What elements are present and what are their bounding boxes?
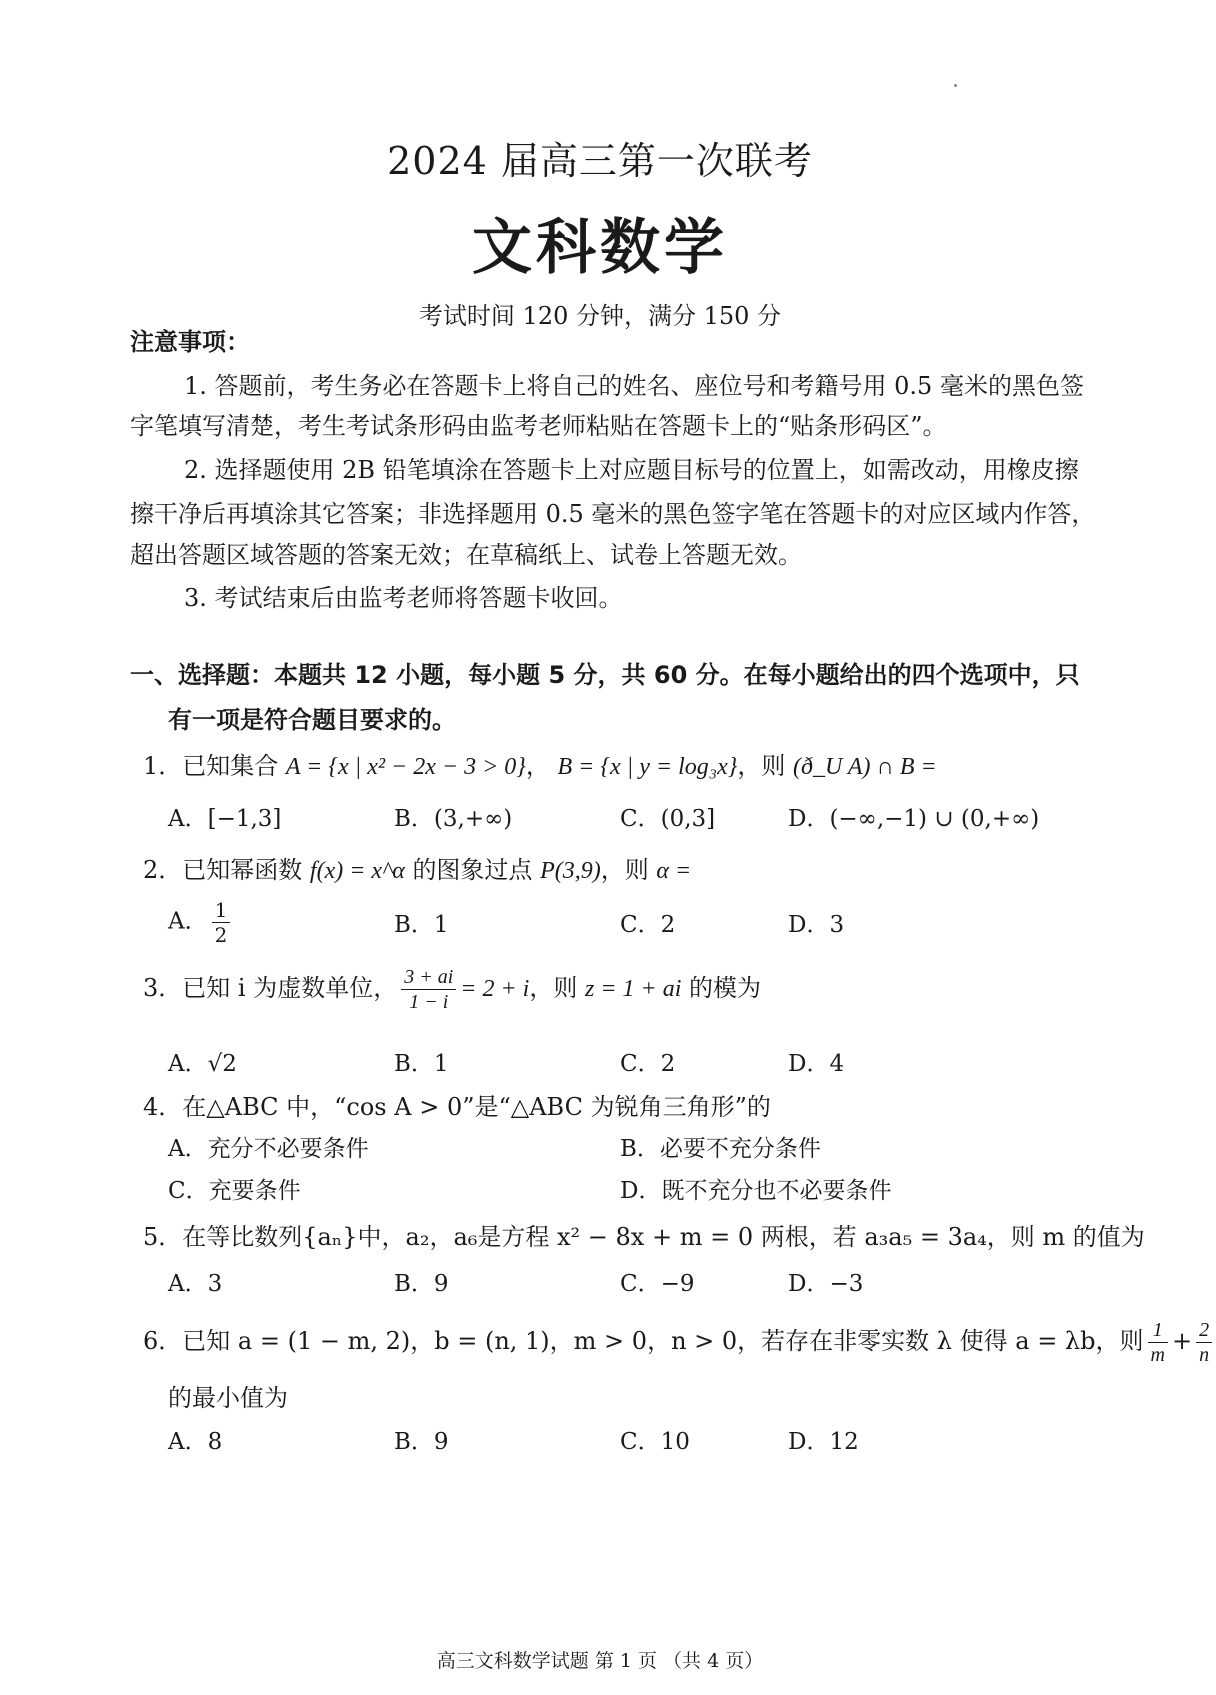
q1-option-a: A．[−1,3] [168,806,282,832]
question-5 [143,1217,1145,1252]
math-expr: = 2 + i [460,976,530,1002]
notice-item-2-line-3: 超出答题区域答题的答案无效；在草稿纸上、试卷上答题无效。 [130,541,802,569]
math-expr: B = {x | y = log₃x} [557,754,738,780]
question-text: 已知 a = (1 − m, 2)，b = (n, 1)，m > 0，n > 0，若存在非零实数 λ 使得 a = λb，则 [182,1327,1144,1355]
q4-option-a: A．充分不必要条件 [168,1136,369,1162]
fraction [401,965,456,1014]
math-expr: P(3,9) [540,858,601,884]
math-expr: (ð_U A) ∩ B = [792,754,937,780]
fraction [1196,1318,1212,1367]
question-3 [143,965,1093,1014]
q3-option-b: B．1 [394,1051,449,1077]
q2-option-d: D．3 [788,912,845,938]
q5-option-d: D．−3 [788,1271,864,1297]
q6-option-d: D．12 [788,1429,859,1455]
exam-title: 2024 届高三第一次联考 [387,139,813,183]
q5-option-a: A．3 [168,1271,223,1297]
q2-option-c: C．2 [620,912,676,938]
q1-option-b: B．(3,+∞) [394,806,513,832]
fraction-numerator: 1 [212,898,231,923]
fraction-denominator: m [1150,1344,1165,1366]
question-1 [143,746,1093,781]
fraction-numerator: 2 [1196,1318,1212,1343]
notice-item-2-line-2: 擦干净后再填涂其它答案；非选择题用 0.5 毫米的黑色签字笔在答题卡的对应区域内作答， [130,500,1096,528]
subject-title: 文科数学 [472,213,728,283]
q6-option-b: B．9 [394,1429,449,1455]
q5-option-b: B．9 [394,1271,449,1297]
math-expr: α = [656,858,692,884]
q6-option-c: C．10 [620,1429,690,1455]
scan-speck [954,84,957,87]
q5-option-c: C．−9 [620,1271,695,1297]
notice-heading: 注意事项： [130,328,250,356]
question-text: ，则 [737,752,786,780]
page-footer: 高三文科数学试题 第 1 页 （共 4 页） [436,1650,764,1672]
question-4 [143,1087,1093,1122]
q3-option-c: C．2 [620,1051,676,1077]
question-text: 已知集合 [182,752,279,780]
q4-option-b: B．必要不充分条件 [620,1136,821,1162]
fraction-denominator: 1 − i [409,991,449,1013]
fraction-denominator: n [1199,1344,1210,1366]
fraction [1148,1318,1168,1367]
notice-item-1-line-2: 字笔填写清楚，考生考试条形码由监考老师粘贴在答题卡上的“贴条形码区”。 [130,412,947,440]
q1-option-d: D．(−∞,−1) ∪ (0,+∞) [788,806,1040,832]
fraction-denominator: 2 [214,923,228,947]
question-text: ，则 [600,856,649,884]
fraction-numerator: 3 + ai [401,965,456,990]
fraction [212,898,231,947]
q4-option-c: C．充要条件 [168,1178,301,1204]
question-text: 已知 i 为虚数单位， [182,974,398,1002]
question-2 [143,850,1093,885]
question-text: 在△ABC 中，“cos A > 0”是“△ABC 为锐角三角形”的 [182,1093,771,1121]
q2-option-b: B．1 [394,912,449,938]
q3-option-d: D．4 [788,1051,845,1077]
section-1-heading-cont: 有一项是符合题目要求的。 [168,706,456,734]
question-text: 已知幂函数 [182,856,303,884]
question-text: 的图象过点 [412,856,533,884]
question-text: ，则 [529,974,578,1002]
section-1-heading: 一、选择题：本题共 12 小题，每小题 5 分，共 60 分。在每小题给出的四个选项中，只 [130,661,1080,689]
q1-option-c: C．(0,3] [620,806,716,832]
question-number: 1． [143,752,183,780]
question-text: 的模为 [689,974,762,1002]
exam-info: 考试时间 120 分钟，满分 150 分 [418,302,782,330]
question-text: 在等比数列{aₙ}中，a₂，a₆是方程 x² − 8x + m = 0 两根，若 a₃a₅ = 3a₄，则 m 的值为 [182,1223,1145,1251]
math-expr: z = 1 + ai [584,976,682,1002]
notice-item-3: 3. 考试结束后由监考老师将答题卡收回。 [184,584,623,612]
question-text: ， [525,752,550,780]
q6-option-a: A．8 [168,1429,223,1455]
question-6 [143,1318,1210,1367]
question-6-cont: 的最小值为 [168,1384,288,1412]
question-number: 4． [143,1093,183,1121]
q3-option-a: A．√2 [168,1051,237,1077]
q2-option-a [168,898,234,947]
question-number: 5． [143,1223,183,1251]
q4-option-d: D．既不充分也不必要条件 [620,1178,892,1204]
math-expr: f(x) = x^α [309,858,405,884]
math-operator: + [1171,1327,1193,1355]
question-number: 3． [143,974,183,1002]
option-label: A． [168,908,208,935]
math-expr: A = {x | x² − 2x − 3 > 0} [285,754,526,780]
question-number: 6． [143,1327,183,1355]
question-number: 2． [143,856,183,884]
notice-item-2-line-1: 2. 选择题使用 2B 铅笔填涂在答题卡上对应题目标号的位置上，如需改动，用橡皮擦 [184,456,1079,484]
fraction-numerator: 1 [1148,1318,1168,1343]
notice-item-1-line-1: 1. 答题前，考生务必在答题卡上将自己的姓名、座位号和考籍号用 0.5 毫米的黑色签 [184,372,1084,400]
